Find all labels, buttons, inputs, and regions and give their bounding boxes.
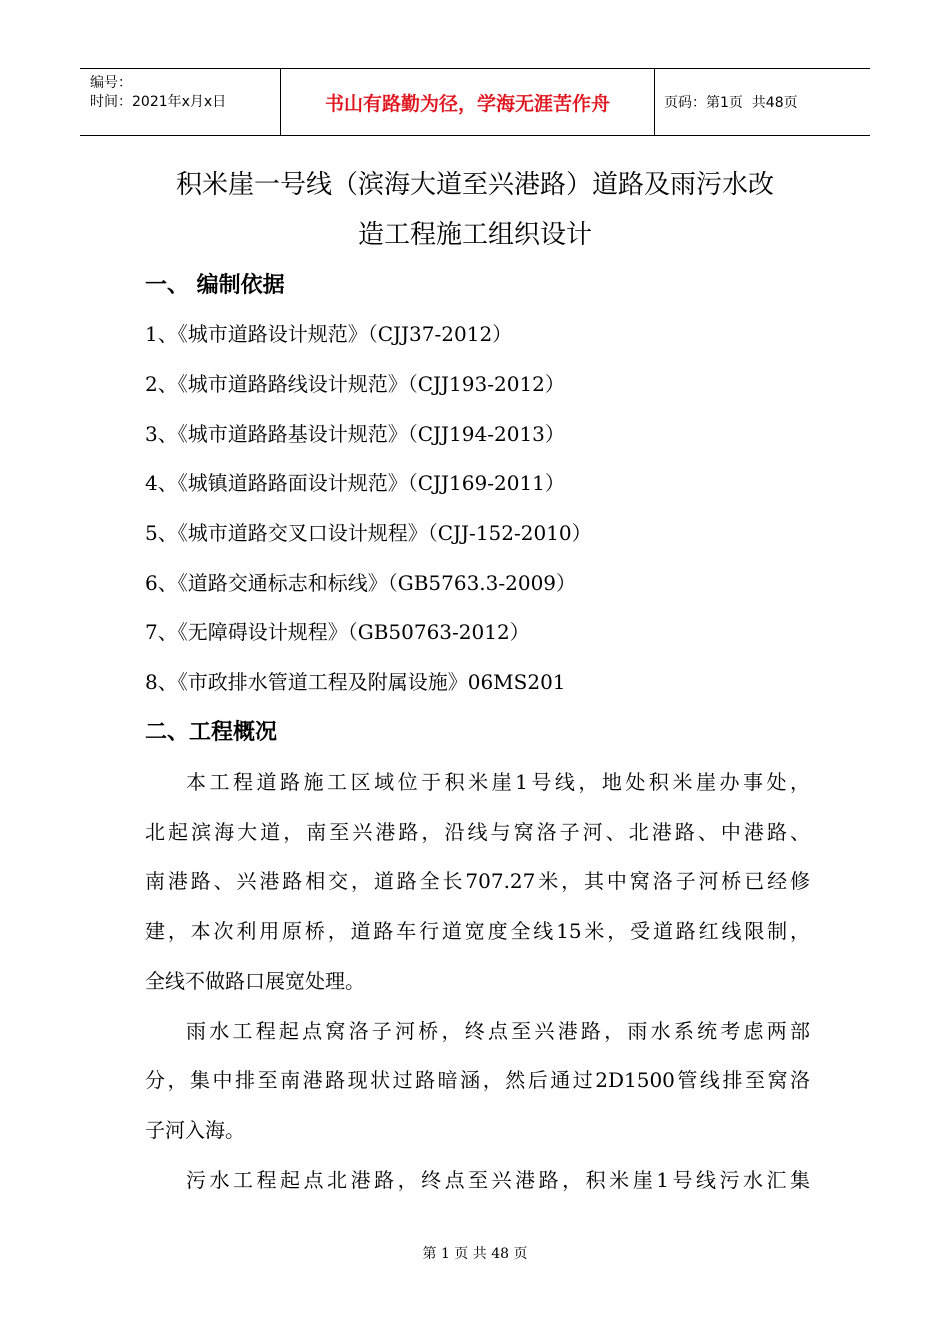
reference-item: 4、《城镇道路路面设计规范》（CJJ169-2011） xyxy=(145,471,565,495)
overview-paragraph-line: 北起滨海大道，南至兴港路，沿线与窝洛子河、北港路、中港路、 xyxy=(145,820,810,844)
number-label: 编号： xyxy=(90,75,132,91)
reference-item: 8、《市政排水管道工程及附属设施》06MS201 xyxy=(145,670,566,694)
rainwater-paragraph-line: 分，集中排至南港路现状过路暗涵，然后通过2D1500管线排至窝洛 xyxy=(145,1068,810,1092)
reference-item: 6、《道路交通标志和标线》（GB5763.3-2009） xyxy=(145,571,577,595)
rainwater-paragraph-line: 子河入海。 xyxy=(145,1118,245,1142)
header-page-cell xyxy=(655,69,870,135)
overview-paragraph-line: 南港路、兴港路相交，道路全长707.27米，其中窝洛子河桥已经修 xyxy=(145,869,810,893)
overview-paragraph-line: 全线不做路口展宽处理。 xyxy=(145,969,365,993)
header-motto-cell xyxy=(281,69,655,135)
reference-item: 3、《城市道路路基设计规范》（CJJ194-2013） xyxy=(145,422,565,446)
header-meta-cell xyxy=(80,69,281,135)
overview-paragraph-line: 本工程道路施工区域位于积米崖1号线，地处积米崖办事处， xyxy=(186,770,810,794)
overview-paragraph-line: 建，本次利用原桥，道路车行道宽度全线15米，受道路红线限制， xyxy=(145,919,810,943)
rainwater-paragraph-line: 雨水工程起点窝洛子河桥，终点至兴港路，雨水系统考虑两部 xyxy=(186,1019,810,1043)
page-footer: 第 1 页 共 48 页 xyxy=(422,1246,528,1262)
document-header-table xyxy=(80,68,870,136)
sewage-paragraph-line: 污水工程起点北港路，终点至兴港路，积米崖1号线污水汇集 xyxy=(186,1168,810,1192)
time-label: 时间：2021年x月x日 xyxy=(90,94,227,110)
document-title-line-1: 积米崖一号线（滨海大道至兴港路）道路及雨污水改 xyxy=(175,170,774,200)
header-page-info: 页码：第1页 共48页 xyxy=(664,95,798,111)
document-title-line-2: 造工程施工组织设计 xyxy=(357,220,592,250)
reference-item: 7、《无障碍设计规程》（GB50763-2012） xyxy=(145,620,530,644)
motto-text: 书山有路勤为径，学海无涯苦作舟 xyxy=(324,92,610,115)
reference-item: 5、《城市道路交叉口设计规程》（CJJ-152-2010） xyxy=(145,521,592,545)
reference-item: 2、《城市道路路线设计规范》（CJJ193-2012） xyxy=(145,372,565,396)
section-heading-basis: 一、 编制依据 xyxy=(145,273,285,298)
section-heading-overview: 二、工程概况 xyxy=(145,720,278,745)
reference-item: 1、《城市道路设计规范》（CJJ37-2012） xyxy=(145,322,513,346)
